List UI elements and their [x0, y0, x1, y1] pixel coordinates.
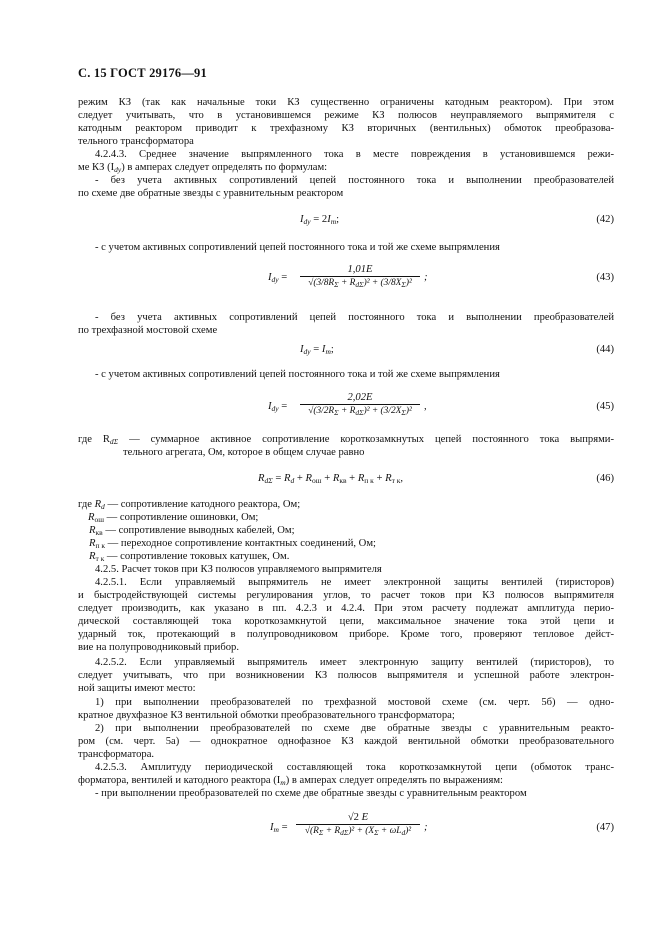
definition-line: $R_{т к}$ — сопротивление токовых катушек, Ом.	[89, 551, 290, 563]
text-line: тельного агрегата, Ом, которое в общем случае равно	[123, 447, 365, 458]
text-line: по трехфазной мостовой схеме	[78, 325, 218, 336]
text-line: ной защиты имеют место:	[78, 683, 196, 694]
text-line: 4.2.5.3. Амплитуду периодической составляющей тока короткозамкнутой цепи (обмоток транс-	[95, 762, 614, 773]
text-line: катодным реактором приводит к трехфазному КЗ вторичных (вентильных) обмоток преобразова-	[78, 123, 614, 134]
equation-42: $I_{dy} = 2I_m$;	[300, 214, 340, 226]
text-line: следует производить, как указано в пп. 4.2.3 и 4.2.4. При этом расчету подлежат амплитуда перио-	[78, 603, 614, 614]
equation-number: (46)	[596, 473, 614, 484]
text-line: 4.2.5.2. Если управляемый выпрямитель имеет электронную защиту вентилей (тиристоров), то	[95, 657, 614, 668]
text-line: - при выполнении преобразователей по схеме две обратные звезды с уравнительным реактором	[95, 788, 527, 799]
section-heading: 4.2.5. Расчет токов при КЗ полюсов управляемого выпрямителя	[95, 564, 382, 575]
text-line: 2) при выполнении преобразователей по схеме две обратные звезды с уравнительным реакто-	[95, 723, 614, 734]
equation-47-lhs: $I_m$ =	[270, 822, 288, 834]
text-line-with-symbol: форматора, вентилей и катодного реактора $(I_m)$ в амперах следует определять по выражениям:	[78, 775, 503, 787]
text-line: дической составляющей тока короткозамкнутой цепи, максимальное значение тока этой цепи и	[78, 616, 614, 627]
text-line: 4.2.5.1. Если управляемый выпрямитель не имеет электронной защиты вентилей (тиристоров)	[95, 577, 614, 588]
equation-45-end: ,	[424, 401, 427, 412]
equation-number: (42)	[596, 214, 614, 225]
equation-43-lhs: $I_{dy}$ =	[268, 272, 288, 284]
equation-43-end: ;	[424, 272, 428, 283]
equation-number: (44)	[596, 344, 614, 355]
equation-45-fraction: 2,02E $√(3/2R_\Sigma + R_{d\Sigma})^2 + (3/2X_\Sigma)^2$	[300, 392, 420, 416]
equation-number: (45)	[596, 401, 614, 412]
equation-43-fraction: 1,01E $√(3/8R_\Sigma + R_{d\Sigma})^2 + (3/8X_\Sigma)^2$	[300, 264, 420, 288]
text-line: и быстродействующей системы регулирования углов, то расчет токов при КЗ полюсов выпрямителя	[78, 590, 614, 601]
equation-number: (47)	[596, 822, 614, 833]
definition-line: $R_{ош}$ — сопротивление ошиновки, Ом;	[88, 512, 259, 524]
equation-45-lhs: $I_{dy}$ =	[268, 401, 288, 413]
text-line: ром (см. черт. 5а) — однократное однофазное КЗ каждой вентильной обмотки преобразовательного	[78, 736, 614, 747]
definition-line: где $R_d$ — сопротивление катодного реактора, Ом;	[78, 499, 301, 511]
text-line: 1) при выполнении преобразователей по трехфазной мостовой схеме (см. черт. 5б) — одно-	[95, 697, 614, 708]
definition-line: $R_{п к}$ — переходное сопротивление контактных соединений, Ом;	[89, 538, 376, 550]
text-line: по схеме две обратные звезды с уравнительным реактором	[78, 188, 344, 199]
text-line: тельного трансформатора	[78, 136, 194, 147]
equation-46: $R_{d\Sigma} = R_d + R_{ош} + R_{кв} + R_{п к} + R_{т к}$,	[258, 473, 404, 485]
text-line-with-symbol: где $R_{d\Sigma}$ — суммарное активное сопротивление короткозамкнутых цепей постоянного тока выпрями-	[78, 434, 614, 446]
equation-number: (43)	[596, 272, 614, 283]
text-line: следует учитывать, что при возникновении КЗ полюсов выпрямителя и успешной работе электрон-	[78, 670, 614, 681]
equation-44: $I_{dy} = I_m$;	[300, 344, 334, 356]
definition-line: $R_{кв}$ — сопротивление выводных кабелей, Ом;	[89, 525, 295, 537]
page-header: С. 15 ГОСТ 29176—91	[78, 66, 207, 80]
text-line: - без учета активных сопротивлений цепей постоянного тока и выполнении преобразователей	[95, 175, 614, 186]
text-line: вие на полупроводниковый прибор.	[78, 642, 239, 653]
text-line: кратное двухфазное КЗ вентильной обмотки преобразовательного трансформатора;	[78, 710, 455, 721]
text-line: - без учета активных сопротивлений цепей постоянного тока и выполнении преобразователей	[95, 312, 614, 323]
text-line-with-symbol: ме КЗ $(I_{dy})$ в амперах следует определять по формулам:	[78, 162, 328, 174]
text-line: режим КЗ (так как начальные токи КЗ существенно ограничены катодным реактором). При этом	[78, 97, 614, 108]
text-line: 4.2.4.3. Среднее значение выпрямленного тока в месте повреждения в установившемся режи-	[95, 149, 614, 160]
text-line: - с учетом активных сопротивлений цепей постоянного тока и той же схеме выпрямления	[95, 369, 500, 380]
text-line: трансформатора.	[78, 749, 155, 760]
text-line: ударный ток, протекающий в полупроводниковом приборе. Кроме того, проверяют тепловое дейст-	[78, 629, 614, 640]
equation-47-fraction: √2 E $√(R_\Sigma + R_{d\Sigma})^2 + (X_\Sigma + \omega L_d)^2$	[296, 812, 420, 836]
text-line: - с учетом активных сопротивлений цепей постоянного тока и той же схеме выпрямления	[95, 242, 500, 253]
text-line: следует учитывать, что в установившемся режиме КЗ полюсов неуправляемого выпрямителя с	[78, 110, 614, 121]
equation-47-end: ;	[424, 822, 428, 833]
